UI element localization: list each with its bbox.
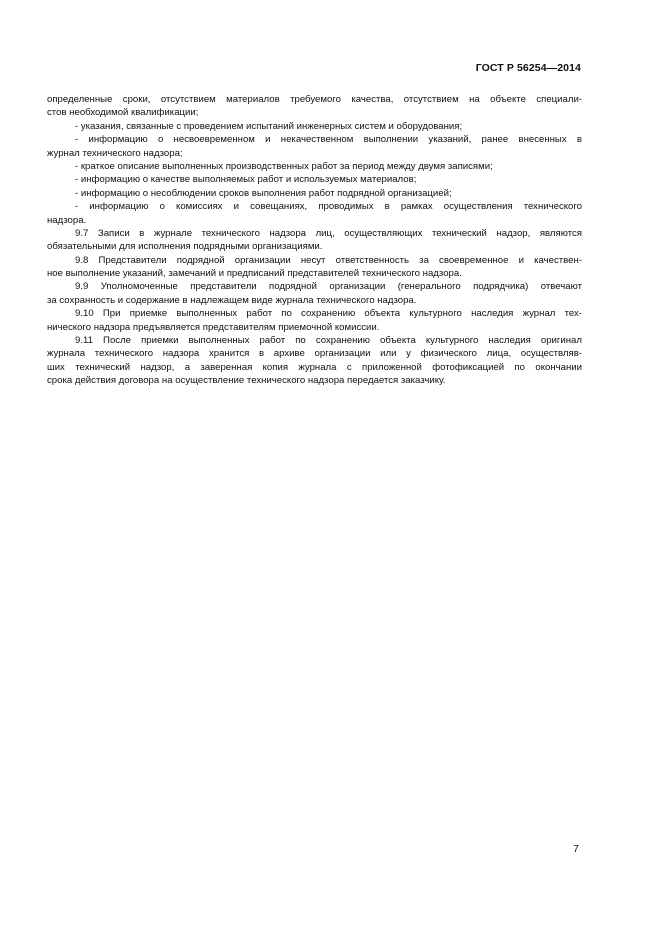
- clause-9-8: 9.8 Представители подрядной организации несут ответственность за своевременное и качествен-: [75, 254, 582, 266]
- text-line: нического надзора предъявляется представителям приемочной комиссии.: [47, 321, 380, 333]
- document-standard-code: ГОСТ Р 56254—2014: [475, 62, 581, 74]
- text-line: за сохранность и содержание в надлежащем виде журнала технического надзора.: [47, 294, 417, 306]
- text-line: срока действия договора на осуществление технического надзора передается заказчику.: [47, 375, 446, 387]
- text-line: ное выполнение указаний, замечаний и предписаний представителей технического надзора.: [47, 268, 462, 280]
- clause-9-7: 9.7 Записи в журнале технического надзора лиц, осуществляющих технический надзор, являются: [75, 227, 582, 239]
- text-line: определенные сроки, отсутствием материалов требуемого качества, отсутствием на объекте специали-: [47, 94, 582, 105]
- list-item: - указания, связанные с проведением испытаний инженерных систем и оборудования;: [75, 120, 463, 132]
- clause-9-10: 9.10 При приемке выполненных работ по сохранению объекта культурного наследия журнал тех-: [75, 308, 582, 320]
- text-line: надзора.: [47, 214, 87, 226]
- text-line: журнал технического надзора;: [47, 147, 183, 159]
- text-line: ших технический надзор, а заверенная копия журнала с приложенной фотофиксацией по окончании: [47, 361, 582, 373]
- text-line: журнала технического надзора хранится в архиве организации или у физического лица, осуществляв-: [47, 348, 582, 360]
- clause-9-9: 9.9 Уполномоченные представители подрядной организации (генерального подрядчика) отвечают: [75, 281, 582, 293]
- list-item: - информацию о несвоевременном и некачественном выполнении указаний, ранее внесенных в: [75, 134, 582, 146]
- list-item: - информацию о качестве выполняемых работ и используемых материалов;: [75, 174, 417, 186]
- clause-9-11: 9.11 После приемки выполненных работ по сохранению объекта культурного наследия оригинал: [75, 335, 582, 347]
- list-item: - краткое описание выполненных производственных работ за период между двумя записями;: [75, 160, 493, 172]
- document-body: [47, 93, 582, 388]
- list-item: - информацию о несоблюдении сроков выполнения работ подрядной организацией;: [75, 187, 452, 199]
- page-number: 7: [573, 843, 579, 855]
- list-item: - информацию о комиссиях и совещаниях, проводимых в рамках осуществления технического: [75, 201, 582, 213]
- text-line: обязательными для исполнения подрядными организациями.: [47, 241, 323, 253]
- text-line: стов необходимой квалификации;: [47, 107, 199, 119]
